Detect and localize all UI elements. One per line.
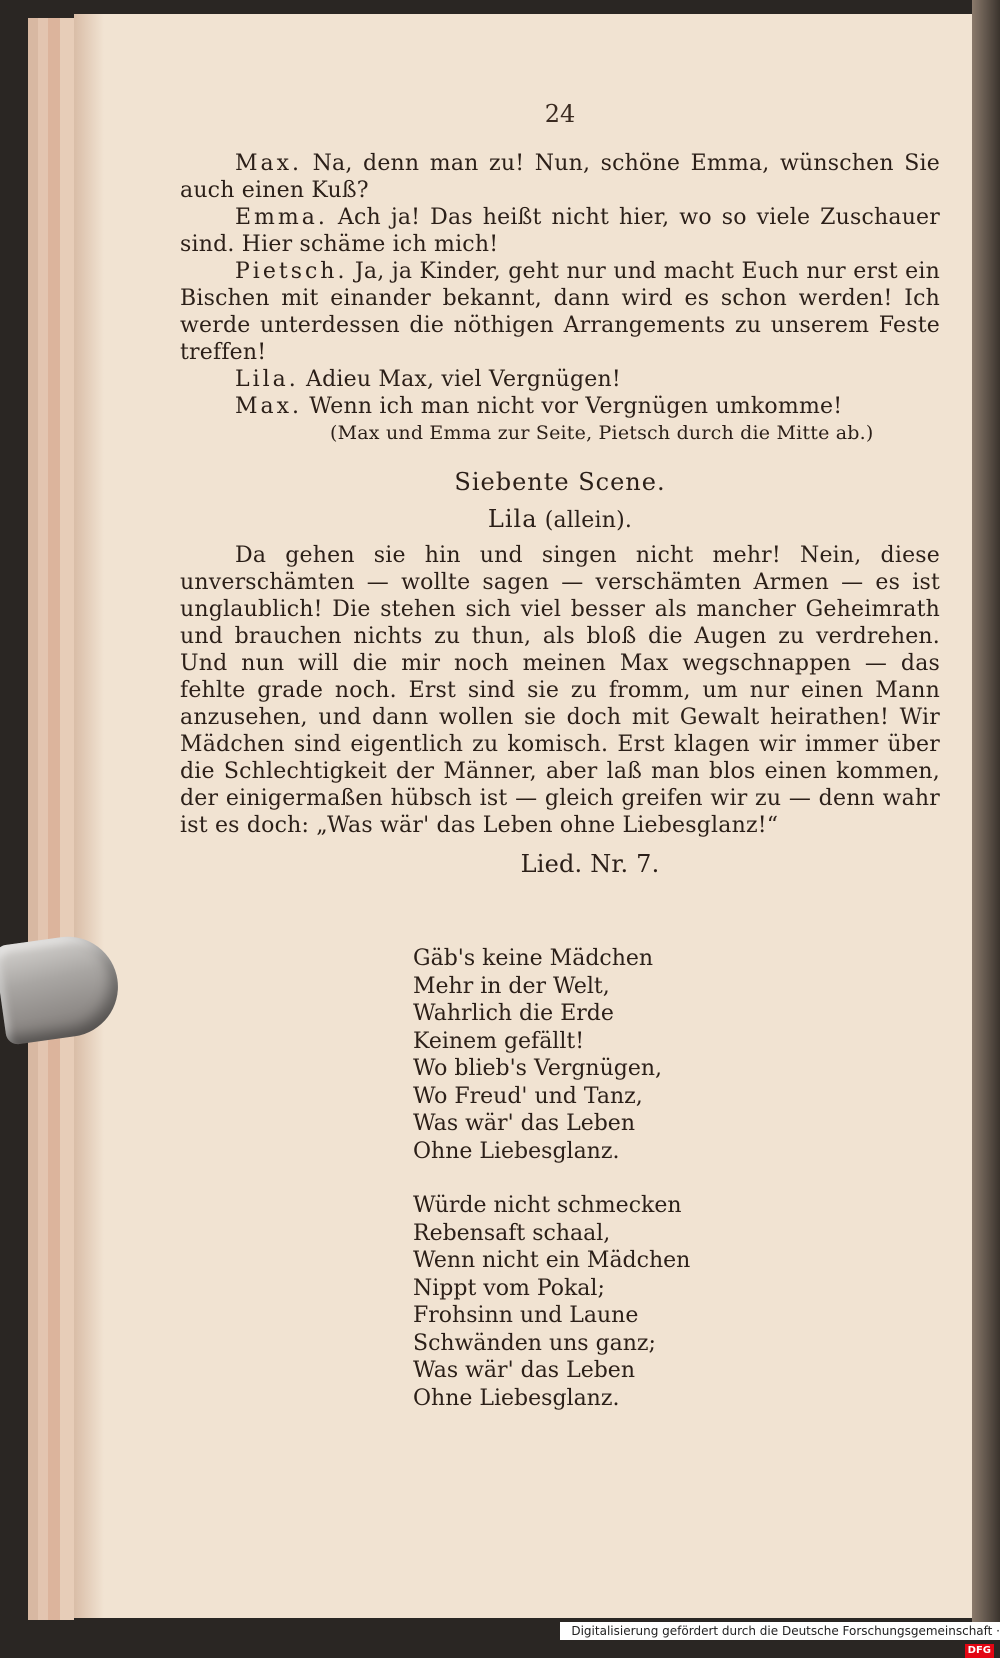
footer-text: Digitalisierung gefördert durch die Deutsche Forschungsgemeinschaft · (571, 1624, 1000, 1638)
verse-line: Schwänden uns ganz; (413, 1330, 656, 1356)
dialogue-line (180, 366, 940, 393)
verse-line: Gäb's keine Mädchen (413, 946, 654, 971)
book-spine (972, 0, 1000, 1640)
speaker: Max. (235, 151, 303, 176)
book-edge (28, 18, 38, 1620)
verse-line: Was wär' das Leben (413, 1111, 635, 1136)
page-gutter (74, 14, 104, 1618)
dfg-logo: DFG (965, 1644, 994, 1658)
page-number: 24 (544, 100, 576, 128)
book-edge (38, 18, 48, 1620)
verse-1 (413, 945, 690, 1412)
scene-character: Lila (487, 505, 538, 533)
scene-title: Siebente Scene. (454, 468, 666, 496)
verse-line: Mehr in der Welt, (413, 973, 610, 999)
speaker: Lila. (235, 367, 299, 392)
dialogue-text: Ja, ja Kinder, geht nur und macht Euch nur erst ein Bischen mit einander bekannt, dann wird es schon werden! Ich werde unterdessen die nöthigen Arrangements zu unserem Feste treffen! (180, 259, 940, 365)
dialogue-line (180, 150, 940, 204)
dialogue-text: Ach ja! Das heißt nicht hier, wo so viele Zuschauer sind. Hier schäme ich mich! (180, 205, 940, 257)
verse-line: Wo blieb's Vergnügen, (413, 1056, 663, 1081)
verse-line: Was wär' das Leben (413, 1358, 635, 1383)
verse-line: Keinem gefällt! (413, 1028, 585, 1054)
verse-line: Ohne Liebesglanz. (413, 1138, 620, 1164)
book-edge (60, 18, 74, 1620)
verse-line: Ohne Liebesglanz. (413, 1385, 620, 1411)
speaker: Emma. (235, 205, 328, 230)
verse-line: Frohsinn und Laune (413, 1303, 639, 1328)
verse-line: Nippt vom Pokal; (413, 1275, 605, 1301)
book-edge (48, 18, 60, 1620)
dialogue-block (180, 150, 940, 878)
dialogue-text: Adieu Max, viel Vergnügen! (298, 367, 621, 392)
dialogue-text: Wenn ich man nicht vor Vergnügen umkomme! (302, 394, 843, 419)
verse-line: Wahrlich die Erde (413, 1001, 614, 1026)
verse-line: Würde nicht schmecken (413, 1193, 682, 1218)
verse-line: Wo Freud' und Tanz, (413, 1083, 643, 1109)
verse-line: Wenn nicht ein Mädchen (413, 1248, 691, 1273)
digitization-footer (560, 1622, 1000, 1656)
stage-direction: (Max und Emma zur Seite, Pietsch durch die Mitte ab.) (330, 422, 874, 444)
scene-subtitle (180, 506, 940, 534)
speaker: Max. (235, 394, 303, 419)
song-title: Lied. Nr. 7. (520, 850, 660, 878)
scene-note: (allein). (537, 508, 633, 533)
dialogue-line (180, 204, 940, 258)
speaker: Pietsch. (235, 259, 348, 284)
verse-line: Rebensaft schaal, (413, 1220, 611, 1246)
dialogue-text: Na, denn man zu! Nun, schöne Emma, wünschen Sie auch einen Kuß? (180, 151, 940, 203)
dialogue-line (180, 393, 940, 420)
monologue: Da gehen sie hin und singen nicht mehr! Nein, diese unverschämten — wollte sagen — verschämten Armen — es ist unglaublich! Die stehen sich viel besser als mancher Geheimrath und brauchen nichts zu thun, als bloß die Augen zu verdrehen. Und nun will die mir noch meinen Max wegschnappen — das fehlte grade noch. Erst sind sie zu fromm, um nur einen Mann anzusehen, und dann wollen sie doch mit Gewalt heirathen! Wir Mädchen sind eigentlich zu komisch. Erst klagen wir immer über die Schlechtigkeit der Männer, aber laß man blos einen kommen, der einigermaßen hübsch ist — gleich greifen wir zu — denn wahr ist es doch: „Was wär' das Leben ohne Liebesglanz!“ (180, 543, 940, 838)
dialogue-line (180, 258, 940, 366)
